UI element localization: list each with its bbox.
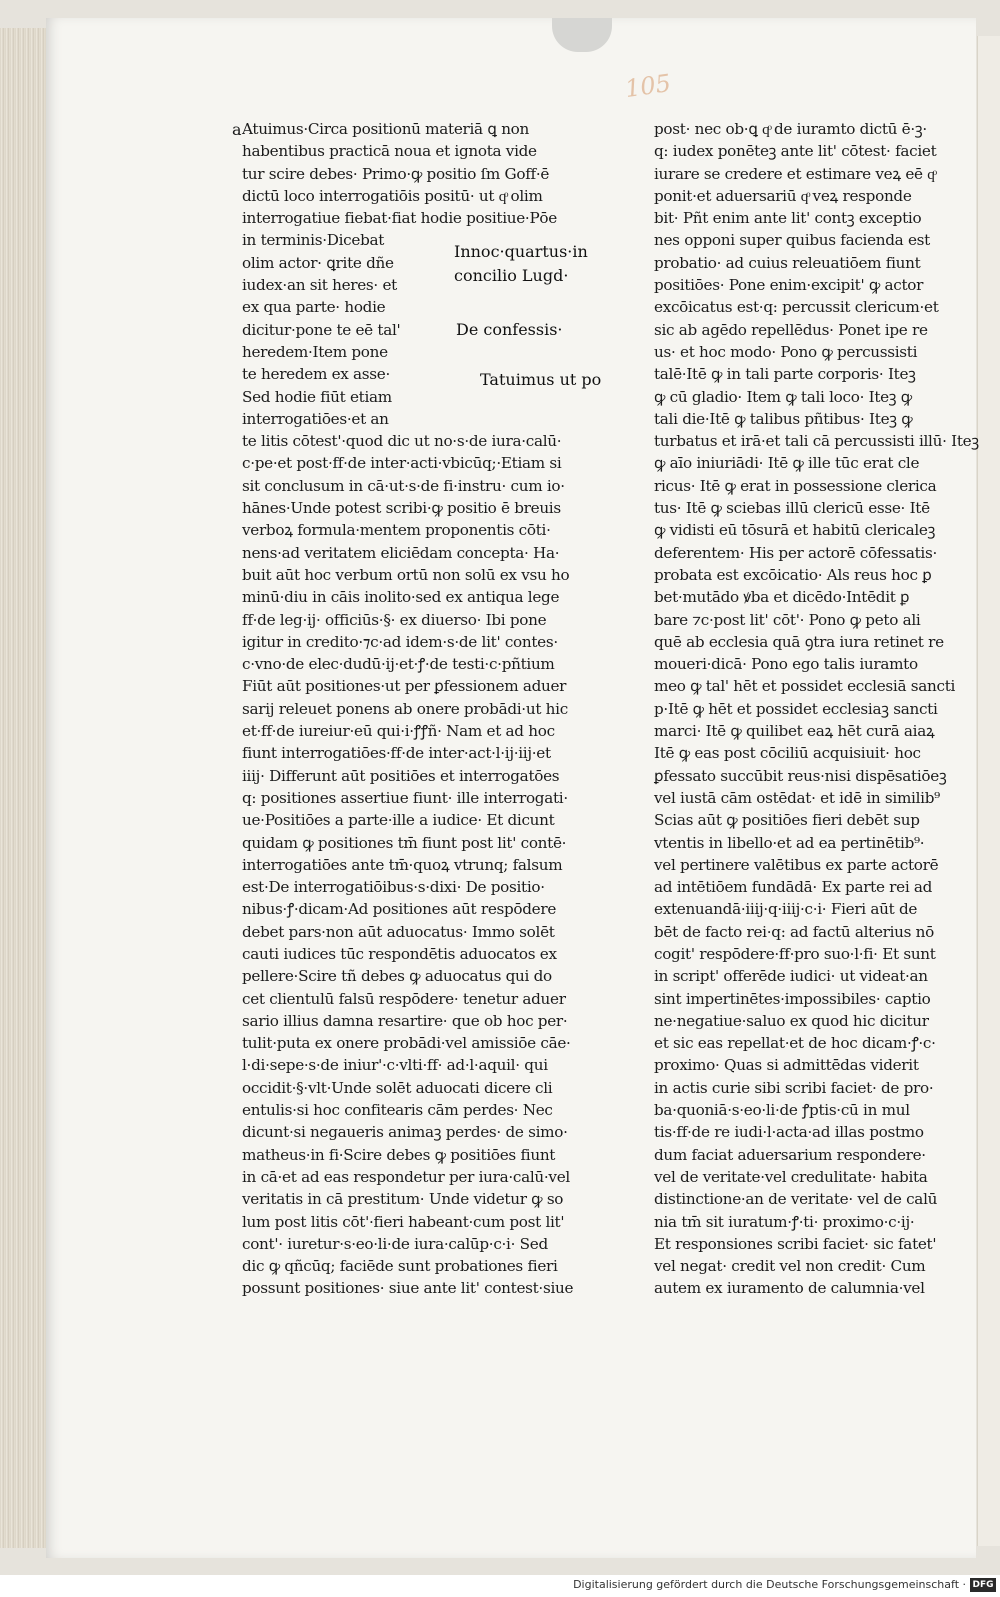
left-text-column: [242, 118, 573, 1300]
footer-bar: [0, 1575, 1000, 1597]
text-line: cont'· iuretur·s·eo·li·de iura·calūp·c·i· Sed: [242, 1234, 548, 1253]
text-line: distinctione·an de veritate· vel de calū: [654, 1190, 938, 1209]
text-line: quē ab ecclesia quā ꝯtra iura retinet re: [654, 632, 944, 651]
text-line: autem ex iuramento de calumnia·vel: [654, 1279, 925, 1298]
text-line: moueri·dicā· Pono ego talis iuramto: [654, 655, 918, 674]
text-line: vel negat· credit vel non credit· Cum: [654, 1257, 926, 1276]
text-line: sic ab agēdo repellēdus· Ponet ipe re: [654, 320, 928, 339]
text-line: bit· Pñt enim ante lit' contꝫ exceptio: [654, 209, 922, 228]
text-line: igitur in credito·⁊c·ad idem·s·de lit' contes·: [242, 632, 558, 651]
text-line: sint impertinētes·impossibiles· captio: [654, 989, 931, 1008]
text-line: meo ꝙ tal' hēt et possidet ecclesiā sancti: [654, 677, 956, 696]
text-line: buit aūt hoc verbum ortū non solū ex vsu ho: [242, 565, 570, 584]
dfg-logo: DFG: [970, 1578, 996, 1592]
footer-credit: Digitalisierung gefördert durch die Deutsche Forschungsgemeinschaft ·: [573, 1578, 966, 1591]
text-line: ue·Positiōes a parte·ille a iudice· Et dicunt: [242, 811, 555, 830]
text-line: vel pertinere valētibus ex parte actorē: [654, 855, 939, 874]
text-line: us· et hoc modo· Pono ꝙ percussisti: [654, 342, 918, 361]
text-line: q: positiones assertiue fiunt· ille interrogati·: [242, 788, 568, 807]
text-line: interrogatiue fiebat·fiat hodie positiue·Pōe: [242, 209, 557, 228]
right-text-column: [654, 118, 979, 1300]
text-line: nia tm̄ sit iuratum·ꝭ·ti· proximo·c·ij·: [654, 1212, 915, 1231]
text-line: occidit·§·vlt·Unde solēt aduocati dicere cli: [242, 1078, 553, 1097]
text-line: iudex·an sit heres· et: [242, 276, 397, 295]
text-line: ꝙ cū gladio· Item ꝙ tali loco· Iteꝫ ꝙ: [654, 387, 912, 406]
text-line: tus· Itē ꝙ sciebas illū clericū esse· Itē: [654, 499, 930, 518]
text-line: vel de veritate·vel credulitate· habita: [654, 1167, 928, 1186]
text-line: turbatus et irā·et tali cā percussisti illū· Iteꝫ: [654, 432, 979, 451]
text-line: interrogatiōes ante tm̄·quoꝝ vtrunq; falsum: [242, 855, 563, 874]
margin-marker: a: [232, 120, 242, 139]
text-line: ad intētiōem fundādā· Ex parte rei ad: [654, 878, 933, 897]
text-line: in actis curie sibi scribi faciet· de pro·: [654, 1078, 934, 1097]
text-line: dicitur·pone te eē tal': [242, 320, 401, 339]
text-line: dicunt·si negaueris animaꝫ perdes· de simo·: [242, 1123, 568, 1142]
text-line: ꝑfessato succūbit reus·nisi dispēsatiōeꝫ: [654, 766, 947, 785]
text-line: Itē ꝙ eas post cōciliū acquisiuit· hoc: [654, 744, 921, 763]
rubric-tatuimus: [480, 368, 601, 392]
text-line: verboꝝ formula·mentem proponentis cōti·: [242, 521, 551, 540]
text-line: tulit·puta ex onere probādi·vel amissiōe cāe·: [242, 1034, 571, 1053]
text-line: olim actor· ꝗrite dñe: [242, 253, 394, 272]
rubric-line: concilio Lugd·: [454, 266, 569, 285]
text-line: bet·mutādo ꝟba et dicēdo·Intēdit ꝑ: [654, 588, 910, 607]
text-line: bare ⁊c·post lit' cōt'· Pono ꝙ peto ali: [654, 610, 921, 629]
text-line: minū·diu in cāis inolito·sed ex antiqua lege: [242, 588, 560, 607]
text-line: dic ꝙ qñcūq; faciēde sunt probationes fieri: [242, 1257, 558, 1276]
text-line: q: iudex ponēteꝫ ante lit' cōtest· faciet: [654, 142, 937, 161]
text-line: cogit' respōdere·ff·pro suo·l·fi· Et sunt: [654, 944, 936, 963]
text-line: ba·quoniā·s·eo·li·de ꝭptis·cū in mul: [654, 1101, 910, 1120]
text-line: in terminis·Dicebat: [242, 231, 385, 250]
text-line: vtentis in libello·et ad ea pertinētib⁹·: [654, 833, 925, 852]
text-line: p·Itē ꝙ hēt et possidet ecclesiaꝫ sancti: [654, 699, 938, 718]
text-line: excōicatus est·q: percussit clericum·et: [654, 298, 939, 317]
text-line: in script' offerēde iudici· ut videat·an: [654, 967, 928, 986]
text-line: ponit·et aduersariū qͦ veꝝ responde: [654, 186, 912, 205]
text-line: hānes·Unde potest scribi·ꝙ positio ē breuis: [242, 499, 561, 518]
text-line: pellere·Scire tñ debes ꝙ aduocatus qui do: [242, 967, 552, 986]
text-line: dictū loco interrogatiōis positū· ut qͦ olim: [242, 186, 543, 205]
text-line: ne·negatiue·saluo ex quod hic dicitur: [654, 1011, 929, 1030]
facing-page-edge: [977, 36, 1000, 1546]
text-line: et sic eas repellat·et de hoc dicam·ꝭ·c·: [654, 1034, 936, 1053]
text-line: extenuandā·iiij·q·iiij·c·i· Fieri aūt de: [654, 900, 918, 919]
text-line: Scias aūt ꝙ positiōes fieri debēt sup: [654, 811, 920, 830]
text-line: in cā·et ad eas respondetur per iura·calū·vel: [242, 1167, 570, 1186]
text-line: tis·ff·de re iudi·l·acta·ad illas postmo: [654, 1123, 924, 1142]
text-line: iurare se credere et estimare veꝝ eē qͦ: [654, 164, 935, 183]
book-page-edges: [0, 28, 48, 1548]
text-line: l·di·sepe·s·de iniur'·c·vlti·ff· ad·l·aquil· qui: [242, 1056, 548, 1075]
text-line: nes opponi super quibus facienda est: [654, 231, 930, 250]
text-line: Et responsiones scribi faciet· sic fatet': [654, 1234, 937, 1253]
text-line: cauti iudices tūc respondētis aduocatos ex: [242, 944, 557, 963]
text-line: et·ff·de iureiur·eū qui·i·ꝭꝭñ· Nam et ad hoc: [242, 722, 555, 741]
text-line: lum post litis cōt'·fieri habeant·cum post lit': [242, 1212, 565, 1231]
rubric-innoc: [454, 240, 588, 288]
text-line: dum faciat aduersarium respondere·: [654, 1145, 926, 1164]
text-line: entulis·si hoc confitearis cām perdes· Nec: [242, 1101, 553, 1120]
text-line: c·vno·de elec·dudū·ij·et·ꝭ·de testi·c·pñtium: [242, 655, 555, 674]
text-line: heredem·Item pone: [242, 342, 388, 361]
text-line: cet clientulū falsū respōdere· tenetur aduer: [242, 989, 566, 1008]
text-line: marci· Itē ꝙ quilibet eaꝝ hēt curā aiaꝝ: [654, 722, 935, 741]
text-line: nens·ad veritatem eliciēdam concepta· Ha·: [242, 543, 560, 562]
text-line: ꝙ vidisti eū tōsurā et habitū clericaleꝫ: [654, 521, 936, 540]
rubric-line: De confessis·: [456, 320, 563, 339]
rubric-de-confessis: [456, 318, 563, 342]
text-line: post· nec ob·ꝗ qͦ de iuramto dictū ē·ꝫ·: [654, 120, 927, 138]
text-line: proximo· Quas si admittēdas viderit: [654, 1056, 919, 1075]
text-line: bēt de facto rei·q: ad factū alterius nō: [654, 922, 934, 941]
text-line: sit conclusum in cā·ut·s·de fi·instru· cum io·: [242, 476, 565, 495]
text-line: te heredem ex asse·: [242, 365, 391, 384]
text-line: tali die·Itē ꝙ talibus pñtibus· Iteꝫ ꝙ: [654, 409, 913, 428]
text-line: deferentem· His per actorē cōfessatis·: [654, 543, 937, 562]
rubric-line: Tatuimus ut po: [480, 370, 602, 389]
text-line: talē·Itē ꝙ in tali parte corporis· Iteꝫ: [654, 365, 916, 384]
text-line: probata est excōicatio· Als reus hoc ꝑ: [654, 565, 932, 584]
rubric-line: Innoc·quartus·in: [454, 242, 588, 261]
text-line: fiunt interrogatiōes·ff·de inter·act·l·ij·iij·et: [242, 744, 551, 763]
text-line: est·De interrogatiōibus·s·dixi· De positio·: [242, 878, 545, 897]
text-line: c·pe·et post·ff·de inter·acti·vbicūq;·Etiam si: [242, 454, 562, 473]
text-line: Atuimus·Circa positionū materiā ꝗ non: [242, 120, 530, 138]
text-line: veritatis in cā prestitum· Unde videtur ꝙ so: [242, 1190, 564, 1209]
text-line: iiij· Differunt aūt positiōes et interrogatōes: [242, 766, 560, 785]
text-line: debet pars·non aūt aduocatus· Immo solēt: [242, 922, 555, 941]
text-line: ꝙ aīo iniuriādi· Itē ꝙ ille tūc erat cle: [654, 454, 920, 473]
text-line: te litis cōtest'·quod dic ut no·s·de iura·calū·: [242, 432, 562, 451]
folio-number: 105: [623, 68, 673, 104]
text-line: matheus·in fi·Scire debes ꝙ positiōes fiunt: [242, 1145, 556, 1164]
text-line: ex qua parte· hodie: [242, 298, 386, 317]
text-line: habentibus practicā noua et ignota vide: [242, 142, 537, 161]
text-line: ricus· Itē ꝙ erat in possessione clerica: [654, 476, 937, 495]
text-line: Fiūt aūt positiones·ut per ꝑfessionem aduer: [242, 677, 567, 696]
text-line: nibus·ꝭ·dicam·Ad positiones aūt respōdere: [242, 900, 557, 919]
text-line: tur scire debes· Primo·ꝙ positio ſm Goff·ē: [242, 164, 550, 183]
text-line: sarij releuet ponens ab onere probādi·ut hic: [242, 699, 568, 718]
text-line: interrogatiōes·et an: [242, 409, 389, 428]
text-line: ff·de leg·ij· officiūs·§· ex diuerso· Ibi pone: [242, 610, 547, 629]
text-line: probatio· ad cuius releuatiōem fiunt: [654, 253, 921, 272]
text-line: positiōes· Pone enim·excipit' ꝙ actor: [654, 276, 924, 295]
text-line: Sed hodie fiūt etiam: [242, 387, 392, 406]
text-line: quidam ꝙ positiones tm̄ fiunt post lit' contē·: [242, 833, 567, 852]
text-line: vel iustā cām ostēdat· et idē in similib⁹: [654, 788, 940, 807]
text-line: sario illius damna resartire· que ob hoc per·: [242, 1011, 568, 1030]
text-line: possunt positiones· siue ante lit' contest·siue: [242, 1279, 574, 1298]
